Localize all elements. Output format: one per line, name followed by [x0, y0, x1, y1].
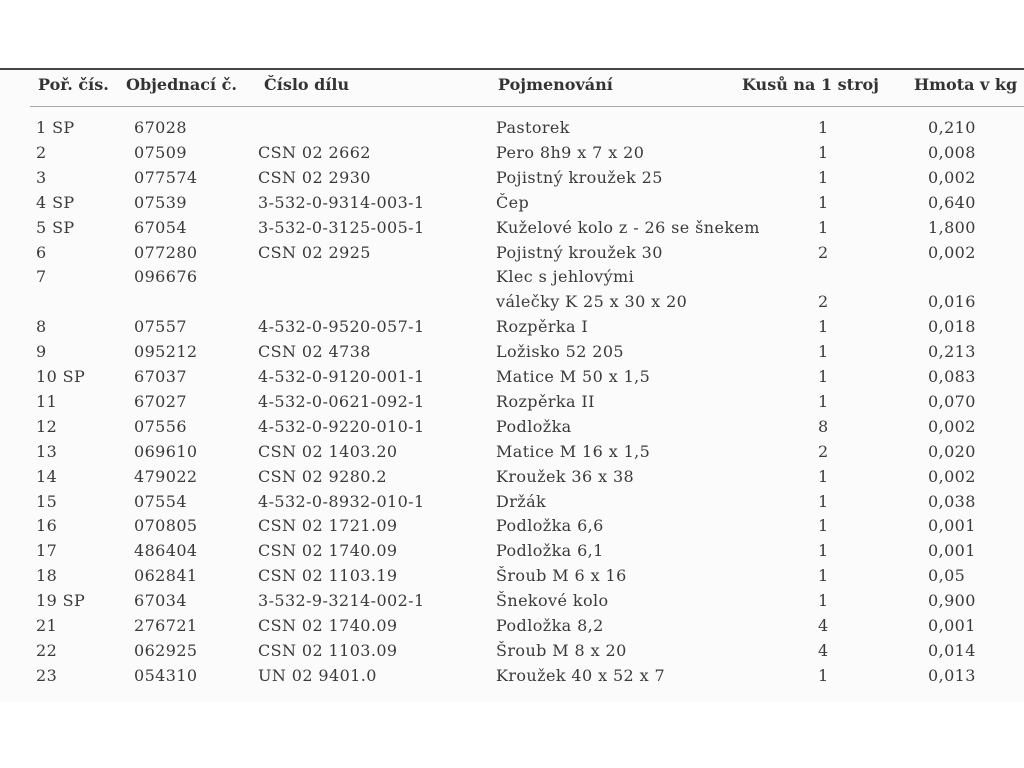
cell-pojmenovani: Držák	[496, 491, 547, 511]
cell-cislo-dilu: UN 02 9401.0	[258, 665, 377, 685]
cell-kusu: 1	[818, 142, 829, 162]
cell-hmota: 0,001	[928, 616, 976, 635]
table-header	[0, 75, 1024, 105]
cell-por: 9	[36, 342, 47, 362]
cell-pojmenovani: Klec s jehlovými	[496, 267, 635, 287]
header-cislo-dilu: Číslo dílu	[264, 75, 350, 94]
cell-por: 19 SP	[36, 591, 86, 611]
cell-pojmenovani: Rozpěrka I	[496, 317, 589, 337]
cell-pojmenovani: Podložka	[496, 416, 572, 436]
cell-objednaci: 67037	[134, 367, 187, 386]
table-row	[0, 541, 1024, 565]
table-row	[0, 591, 1024, 615]
cell-hmota: 0,002	[928, 242, 976, 262]
cell-cislo-dilu: CSN 02 2925	[258, 242, 371, 262]
cell-kusu: 1	[818, 491, 829, 511]
cell-por: 5 SP	[36, 217, 75, 237]
cell-pojmenovani: Rozpěrka II	[496, 391, 595, 411]
cell-objednaci: 07556	[134, 416, 187, 436]
table-row	[0, 342, 1024, 366]
cell-objednaci: 276721	[134, 616, 198, 635]
cell-pojmenovani: Pero 8h9 x 7 x 20	[496, 142, 645, 162]
cell-kusu: 1	[818, 118, 829, 137]
cell-hmota: 0,008	[928, 142, 976, 162]
cell-pojmenovani: Pojistný kroužek 30	[496, 242, 663, 262]
cell-cislo-dilu: 3-532-9-3214-002-1	[258, 591, 425, 611]
cell-kusu: 2	[818, 242, 829, 262]
cell-cislo-dilu: CSN 02 9280.2	[258, 466, 387, 486]
cell-hmota: 0,083	[928, 367, 976, 386]
cell-por: 16	[36, 516, 58, 536]
cell-objednaci: 479022	[134, 466, 198, 486]
cell-objednaci: 07557	[134, 317, 187, 337]
cell-cislo-dilu: CSN 02 1103.19	[258, 566, 398, 586]
cell-kusu: 1	[818, 192, 829, 212]
cell-kusu: 4	[818, 640, 829, 660]
cell-kusu: 1	[818, 167, 829, 187]
parts-list-document	[0, 68, 1024, 702]
cell-cislo-dilu: CSN 02 2662	[258, 142, 371, 162]
cell-cislo-dilu: 4-532-0-9520-057-1	[258, 317, 425, 337]
cell-kusu: 1	[818, 391, 829, 411]
cell-objednaci: 054310	[134, 665, 198, 685]
cell-kusu: 8	[818, 416, 829, 436]
cell-objednaci: 062925	[134, 640, 198, 660]
cell-pojmenovani: Matice M 16 x 1,5	[496, 441, 651, 461]
cell-kusu: 1	[818, 317, 829, 337]
cell-kusu: 1	[818, 591, 829, 611]
cell-hmota: 0,070	[928, 391, 976, 411]
cell-por: 17	[36, 541, 58, 561]
cell-cislo-dilu: 4-532-0-8932-010-1	[258, 491, 425, 511]
cell-hmota: 0,002	[928, 416, 976, 436]
cell-por: 1 SP	[36, 118, 75, 137]
cell-por: 8	[36, 317, 47, 337]
cell-cislo-dilu: 3-532-0-3125-005-1	[258, 217, 425, 237]
cell-hmota: 0,640	[928, 192, 976, 212]
cell-kusu: 1	[818, 217, 829, 237]
cell-cislo-dilu: CSN 02 1103.09	[258, 640, 398, 660]
header-objednaci: Objednací č.	[126, 75, 237, 94]
cell-hmota: 0,020	[928, 441, 976, 461]
header-kusu: Kusů na 1 stroj	[742, 75, 879, 94]
cell-por: 21	[36, 616, 58, 635]
cell-objednaci: 096676	[134, 267, 198, 287]
cell-cislo-dilu: CSN 02 2930	[258, 167, 371, 187]
cell-hmota: 0,001	[928, 516, 976, 536]
cell-por: 13	[36, 441, 58, 461]
cell-hmota: 0,018	[928, 317, 976, 337]
cell-objednaci: 07509	[134, 142, 187, 162]
cell-objednaci: 07554	[134, 491, 187, 511]
cell-objednaci: 069610	[134, 441, 198, 461]
cell-objednaci: 095212	[134, 342, 198, 362]
cell-cislo-dilu: 4-532-0-9120-001-1	[258, 367, 425, 386]
table-row	[0, 118, 1024, 142]
cell-kusu: 1	[818, 516, 829, 536]
cell-kusu: 2	[818, 441, 829, 461]
cell-hmota: 0,016	[928, 292, 976, 312]
table-row	[0, 516, 1024, 540]
cell-objednaci: 67054	[134, 217, 187, 237]
table-row	[0, 417, 1024, 441]
table-row	[0, 666, 1024, 690]
table-row	[0, 367, 1024, 391]
cell-pojmenovani: Čep	[496, 192, 530, 212]
cell-hmota: 0,213	[928, 342, 976, 362]
cell-hmota: 0,002	[928, 167, 976, 187]
cell-objednaci: 070805	[134, 516, 198, 536]
cell-hmota: 0,210	[928, 118, 976, 137]
cell-por: 22	[36, 640, 58, 660]
table-row	[0, 243, 1024, 267]
cell-objednaci: 486404	[134, 541, 198, 561]
table-row	[0, 317, 1024, 341]
cell-por: 2	[36, 142, 47, 162]
cell-por: 12	[36, 416, 58, 436]
cell-por: 18	[36, 566, 58, 586]
cell-pojmenovani: Pojistný kroužek 25	[496, 167, 663, 187]
cell-por: 6	[36, 242, 47, 262]
table-row	[0, 267, 1024, 291]
cell-kusu: 4	[818, 616, 829, 635]
cell-cislo-dilu: CSN 02 1721.09	[258, 516, 398, 536]
cell-kusu: 1	[818, 541, 829, 561]
table-row	[0, 442, 1024, 466]
header-por-cis: Poř. čís.	[38, 75, 109, 94]
cell-por: 15	[36, 491, 58, 511]
header-divider	[30, 106, 1024, 107]
cell-por: 23	[36, 665, 58, 685]
cell-objednaci: 077574	[134, 167, 198, 187]
cell-por: 10 SP	[36, 367, 86, 386]
cell-hmota: 0,014	[928, 640, 976, 660]
table-row	[0, 492, 1024, 516]
cell-objednaci: 67034	[134, 591, 187, 611]
table-row	[0, 292, 1024, 316]
table-row	[0, 616, 1024, 640]
cell-por: 7	[36, 267, 47, 287]
cell-kusu: 1	[818, 367, 829, 386]
table-row	[0, 566, 1024, 590]
cell-hmota: 0,001	[928, 541, 976, 561]
cell-por: 4 SP	[36, 192, 75, 212]
cell-kusu: 2	[818, 292, 829, 312]
cell-hmota: 0,900	[928, 591, 976, 611]
cell-pojmenovani: Ložisko 52 205	[496, 342, 625, 362]
header-pojmenovani: Pojmenování	[498, 75, 613, 94]
cell-objednaci: 062841	[134, 566, 198, 586]
table-row	[0, 218, 1024, 242]
cell-objednaci: 07539	[134, 192, 187, 212]
table-row	[0, 168, 1024, 192]
table-row	[0, 467, 1024, 491]
cell-cislo-dilu: CSN 02 4738	[258, 342, 371, 362]
cell-cislo-dilu: CSN 02 1403.20	[258, 441, 398, 461]
cell-por: 11	[36, 391, 58, 411]
cell-kusu: 1	[818, 665, 829, 685]
cell-cislo-dilu: CSN 02 1740.09	[258, 541, 398, 561]
cell-hmota: 1,800	[928, 217, 976, 237]
table-row	[0, 193, 1024, 217]
cell-pojmenovani: Šroub M 8 x 20	[496, 640, 627, 660]
cell-objednaci: 67027	[134, 391, 187, 411]
cell-hmota: 0,002	[928, 466, 976, 486]
cell-cislo-dilu: 3-532-0-9314-003-1	[258, 192, 425, 212]
cell-pojmenovani: Podložka 6,6	[496, 516, 604, 536]
cell-objednaci: 67028	[134, 118, 187, 137]
cell-pojmenovani: Podložka 6,1	[496, 541, 604, 561]
cell-pojmenovani: Kroužek 36 x 38	[496, 466, 635, 486]
cell-por: 14	[36, 466, 58, 486]
cell-por: 3	[36, 167, 47, 187]
cell-kusu: 1	[818, 466, 829, 486]
cell-pojmenovani: Šroub M 6 x 16	[496, 566, 627, 586]
cell-pojmenovani: Pastorek	[496, 118, 570, 137]
cell-kusu: 1	[818, 342, 829, 362]
cell-objednaci: 077280	[134, 242, 198, 262]
cell-cislo-dilu: 4-532-0-0621-092-1	[258, 391, 425, 411]
cell-pojmenovani: Kroužek 40 x 52 x 7	[496, 665, 666, 685]
cell-kusu: 1	[818, 566, 829, 586]
cell-pojmenovani: Šnekové kolo	[496, 591, 609, 611]
cell-hmota: 0,05	[928, 566, 966, 586]
cell-pojmenovani: Kuželové kolo z - 26 se šnekem	[496, 217, 760, 237]
cell-pojmenovani: válečky K 25 x 30 x 20	[496, 292, 688, 312]
header-hmota: Hmota v kg	[914, 75, 1018, 94]
cell-hmota: 0,038	[928, 491, 976, 511]
table-row	[0, 143, 1024, 167]
cell-pojmenovani: Matice M 50 x 1,5	[496, 367, 651, 386]
table-row	[0, 392, 1024, 416]
cell-hmota: 0,013	[928, 665, 976, 685]
table-row	[0, 641, 1024, 665]
cell-cislo-dilu: 4-532-0-9220-010-1	[258, 416, 425, 436]
cell-pojmenovani: Podložka 8,2	[496, 616, 604, 635]
cell-cislo-dilu: CSN 02 1740.09	[258, 616, 398, 635]
